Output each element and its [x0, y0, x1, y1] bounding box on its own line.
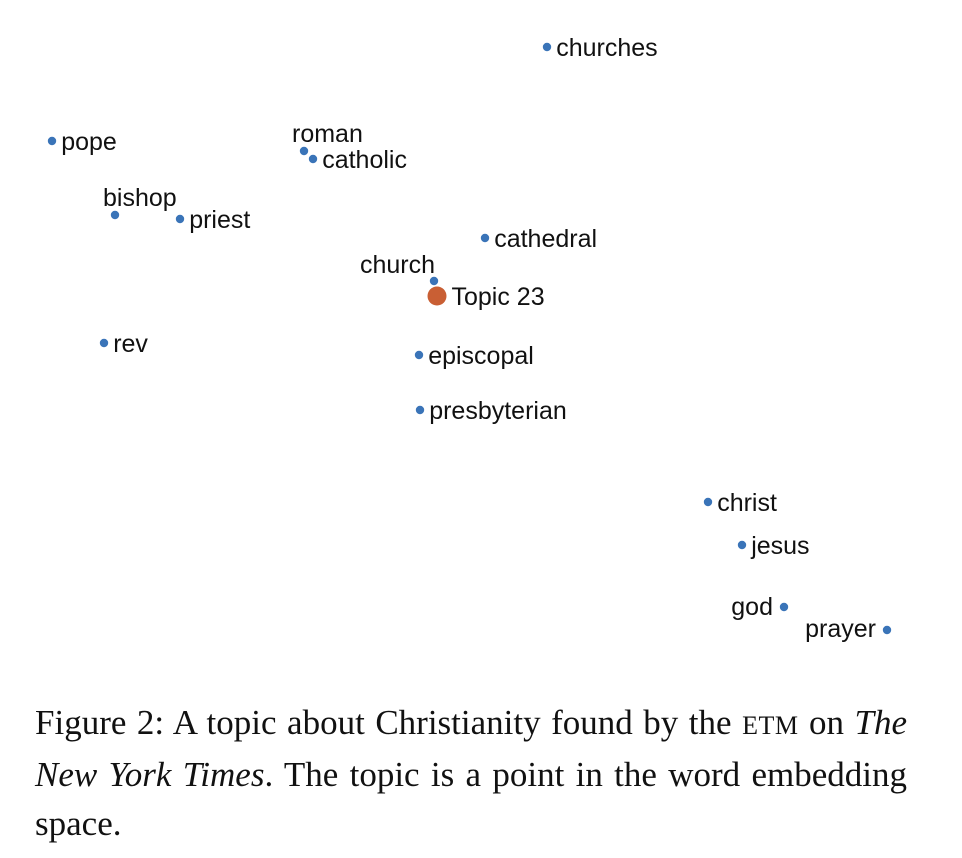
point-christ — [704, 498, 712, 506]
point-roman — [300, 147, 308, 155]
figure-caption — [35, 698, 907, 848]
label-bishop: bishop — [103, 184, 177, 212]
label-episcopal: episcopal — [428, 342, 534, 370]
label-prayer: prayer — [805, 615, 876, 643]
label-god: god — [731, 593, 773, 621]
label-rev: rev — [113, 330, 148, 358]
caption-prefix: Figure 2: A topic about Christianity found by the — [35, 703, 743, 742]
label-cathedral: cathedral — [494, 225, 598, 253]
point-catholic — [309, 155, 317, 163]
point-episcopal — [415, 351, 423, 359]
label-catholic: catholic — [322, 146, 407, 174]
point-rev — [100, 339, 108, 347]
caption-source: The New York Times — [35, 703, 907, 794]
label-pope: pope — [61, 128, 117, 156]
point-churches — [543, 43, 551, 51]
point-god — [780, 603, 788, 611]
label-christ: christ — [717, 489, 777, 517]
label-topic-23: Topic 23 — [451, 283, 545, 311]
point-prayer — [883, 626, 891, 634]
point-cathedral — [481, 234, 489, 242]
label-priest: priest — [189, 206, 251, 234]
point-pope — [48, 137, 56, 145]
caption-suffix: . The topic is a point in the word embedding space. — [35, 755, 908, 843]
point-topic-23 — [428, 287, 447, 306]
label-presbyterian: presbyterian — [429, 397, 567, 425]
caption-model: ETM — [742, 711, 799, 740]
point-priest — [176, 215, 184, 223]
label-churches: churches — [556, 34, 658, 62]
label-church: church — [359, 251, 435, 279]
point-jesus — [738, 541, 746, 549]
caption-mid: on — [798, 703, 855, 742]
point-presbyterian — [416, 406, 424, 414]
label-jesus: jesus — [751, 532, 810, 560]
point-bishop — [111, 211, 119, 219]
label-roman: roman — [292, 120, 363, 148]
